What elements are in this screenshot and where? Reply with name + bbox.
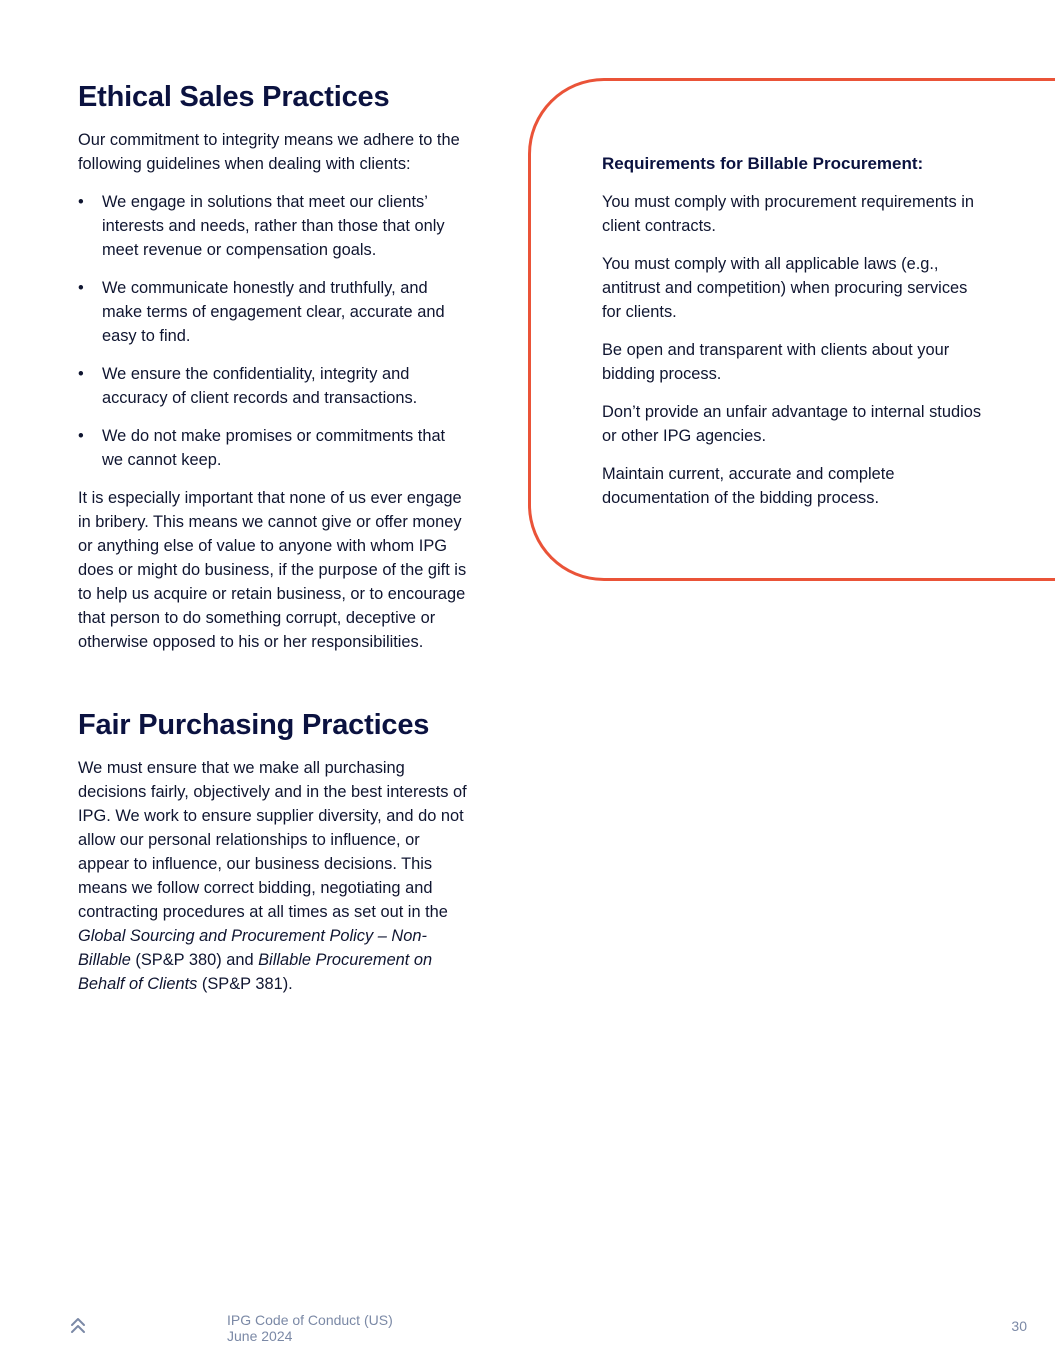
ethical-sales-heading: Ethical Sales Practices	[78, 81, 390, 113]
double-chevron-up-icon[interactable]	[69, 1316, 87, 1336]
callout-item: Be open and transparent with clients about your bidding process.	[602, 341, 950, 383]
list-item: • We do not make promises or commitments that we cannot keep.	[78, 424, 470, 472]
bullet-icon: •	[78, 193, 84, 211]
list-item: • We engage in solutions that meet our clients’ interests and needs, rather than those that only meet revenue or compensation goals.	[78, 190, 470, 262]
callout-item: You must comply with all applicable laws (e.g., antitrust and competition) when procuring services for clients.	[602, 255, 968, 321]
list-item: • We communicate honestly and truthfully, and make terms of engagement clear, accurate and easy to find.	[78, 276, 470, 348]
fair-purchasing-paragraph: We must ensure that we make all purchasing decisions fairly, objectively and in the best interests of IPG. We work to ensure supplier diversity, and do not allow our personal relationships to influence, or appear to influence, our business decisions. This means we follow correct bidding, negotiating and contracting procedures at all times as set out in the Global Sourcing and Procurement Policy – Non-Billable (SP&P 380) and Billable Procurement on Behalf of Clients (SP&P 381).	[78, 759, 467, 993]
bribery-paragraph: It is especially important that none of us ever engage in bribery. This means we cannot give or offer money or anything else of value to anyone with whom IPG does or might do business, if the purpose of the gift is to help us acquire or retain business, or to encourage that person to do something corrupt, deceptive or otherwise opposed to his or her responsibilities.	[78, 489, 467, 651]
bullet-icon: •	[78, 427, 84, 445]
left-column	[78, 78, 470, 996]
footer-date: June 2024	[227, 1328, 293, 1344]
bullet-icon: •	[78, 279, 84, 297]
bullet-icon: •	[78, 365, 84, 383]
page-number: 30	[1011, 1318, 1027, 1334]
ethical-bullet-list	[78, 190, 470, 472]
callout-title: Requirements for Billable Procurement:	[602, 154, 924, 173]
callout-item: You must comply with procurement requirements in client contracts.	[602, 193, 974, 235]
fair-purchasing-heading: Fair Purchasing Practices	[78, 709, 430, 741]
list-item: • We ensure the confidentiality, integrity and accuracy of client records and transactions.	[78, 362, 470, 410]
footer-title: IPG Code of Conduct (US)	[227, 1312, 393, 1328]
footer-document-info	[227, 1312, 393, 1344]
policy-title-billable: Billable Procurement on Behalf of Clients	[78, 951, 433, 993]
callout-content	[602, 152, 982, 510]
callout-item: Maintain current, accurate and complete documentation of the bidding process.	[602, 465, 895, 507]
callout-item: Don’t provide an unfair advantage to internal studios or other IPG agencies.	[602, 403, 982, 445]
ethical-intro: Our commitment to integrity means we adhere to the following guidelines when dealing with clients:	[78, 131, 460, 173]
policy-title-non-billable: Global Sourcing and Procurement Policy – Non-Billable	[78, 927, 427, 969]
